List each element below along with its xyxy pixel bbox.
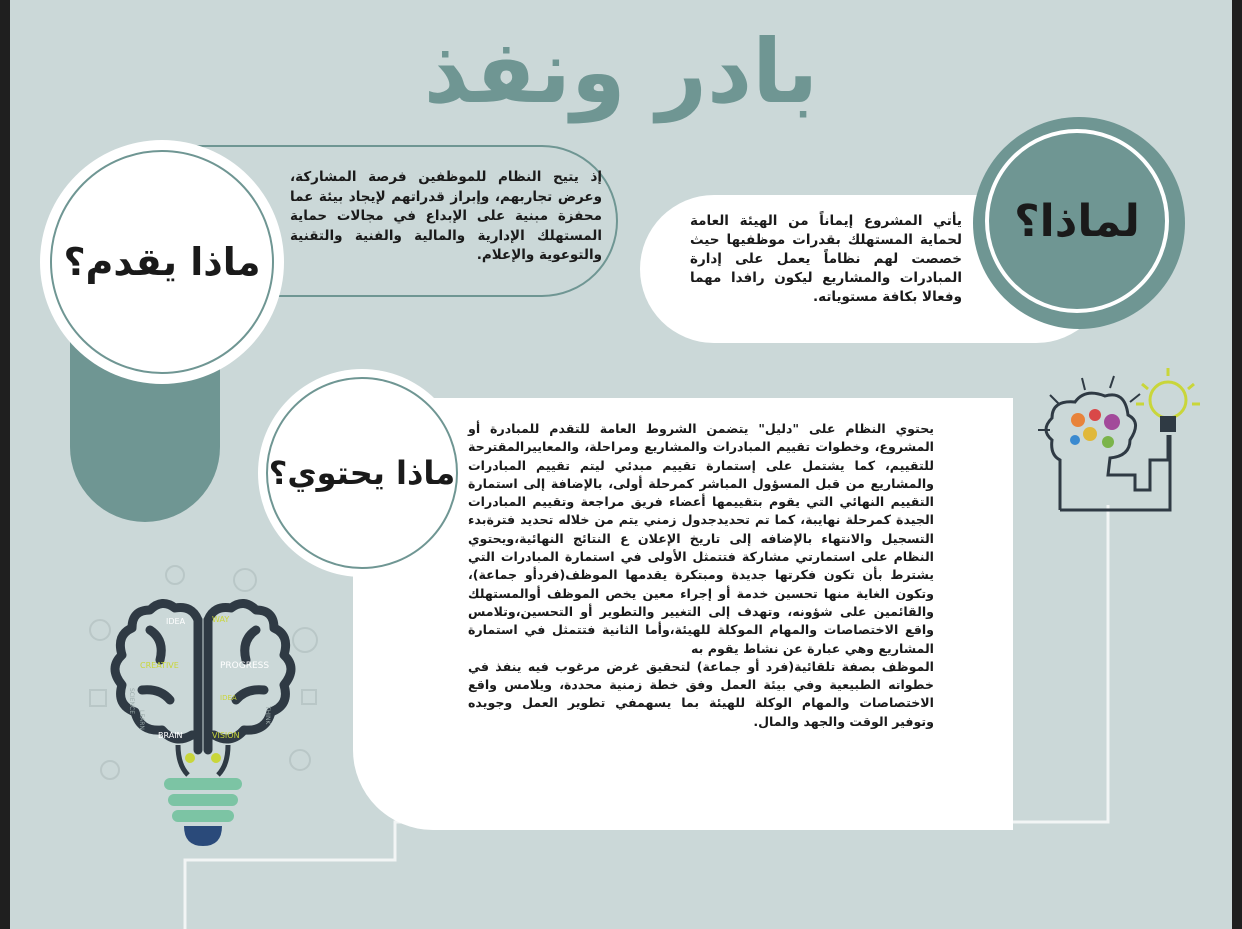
brain-label-brain: BRAIN [158, 731, 183, 740]
brain-label-idea: IDEA [166, 617, 186, 626]
brain-label-vision: VISION [212, 731, 240, 740]
poster [10, 0, 1232, 929]
thinking-bulb-icon [1030, 360, 1210, 520]
brain-bulb-icon [80, 560, 330, 860]
brain-label-ideas: IDEA [220, 694, 237, 702]
contain-paragraph-2: الموظف بصفة تلقائية(فرد أو جماعة) لتحقيق غرض مرغوب فيه ينفذ في خطواته الطبيعية وفي بيئة العمل وفق خطة زمنية محددة، ويلامس واقع الاختصاصات والمهام الوكلة للهيئة بما يسهمفي تطوير العمل وجويده وتوفير الوقت والجهد والمال. [468, 658, 934, 729]
brain-label-think: THINK [264, 706, 271, 725]
brain-label-progress: PROGRESS [220, 661, 270, 671]
contain-paragraph-1: يحتوي النظام على "دليل" يتضمن الشروط العامة للتقدم للمبادرة أو المشروع، وخطوات تقييم المبادرات والمشاريع ومراحلة، والمعاييرالمقترحة للتقييم، كما يشتمل على إستمارة تقييم مبدئي ليتم تقييم المبادرات والمشاريع من قبل المسؤول المباشر كمرحلة أولى، بالإضافة إلى استمارة التقييم النهائي التي يقوم بتقييمها أعضاء فريق مراجعة وتقييم المبادرات الجيدة كمرحلة نهايبة، كما تم تحديدجدول زمني يتم من خلاله تحديد فترةبدء التسجيل والانتهاء بالإضافه إلى تاريخ الإعلان ع النتائج النهائية،ويحتوي النظام على استمارتي مشاركة فتتمثل الأولى في استمارة المبادرات التي يشترط بأن تكون فكرتها جديدة ومبتكرة يقدمها الموظف(فردأو جماعة)، وتكون الغاية منها تحسين خدمة أو إجراء معين يخص الموظف أوالمستهلك والقائمين على شؤونه، وتهدف إلى التغيير والتطوير أو التحسين،وتلامس واقع الاختصاصات والمهام الموكلة للهيئة،وأما الثانية فتتمثل في استمارة المشاريع وهي عبارة عن نشاط يقوم به [468, 421, 934, 656]
brain-label-science: SCIENCE [128, 688, 135, 715]
brain-label-learn: LEARN [138, 710, 145, 730]
contain-text [468, 420, 934, 731]
page-title: بادر ونفذ [423, 20, 819, 123]
contain-heading: ماذا يحتوي؟ [268, 454, 456, 492]
offer-heading: ماذا يقدم؟ [63, 240, 261, 284]
why-heading: لماذا؟ [1014, 195, 1140, 247]
offer-text: إذ يتيح النظام للموظفين فرصة المشاركة، وعرض تجاربهم، وإبراز قدراتهم لإيجاد بيئة عما محفزة مبنية على الإبداع في مجالات حماية المستهلك الإدارية والمالية والفنية والتقنية والتوعوية والإعلام. [290, 169, 602, 263]
why-text: يأتي المشروع إيماناً من الهيئة العامة لحماية المستهلك بقدرات موظفيها حيث خصصت لهم نظاماً يعمل على إدارة المبادرات والمشاريع ليكون رافدا مهما وفعالا بكافة مستوياته. [690, 213, 962, 305]
brain-label-way: WAY [212, 615, 230, 624]
brain-label-creative: CREATIVE [140, 661, 179, 670]
